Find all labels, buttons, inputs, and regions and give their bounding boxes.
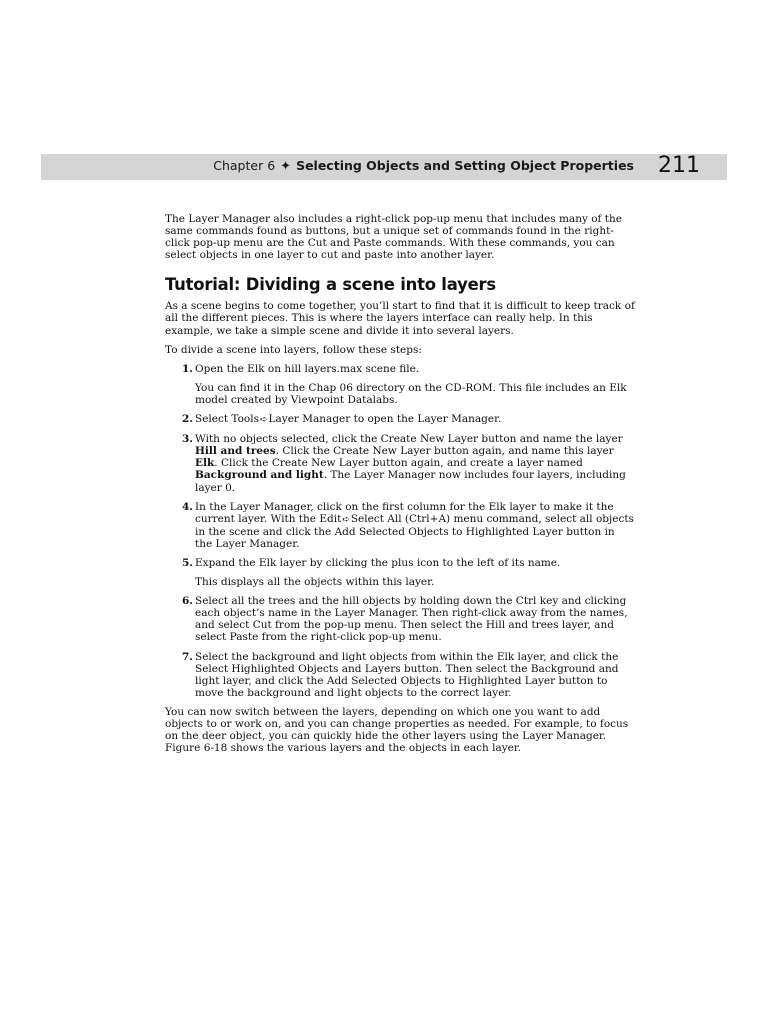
section-heading: Tutorial: Dividing a scene into layers bbox=[165, 275, 496, 295]
step-number: 2. bbox=[182, 413, 193, 426]
chapter-heading bbox=[213, 158, 634, 175]
step-item bbox=[165, 433, 635, 493]
step-number: 3. bbox=[182, 433, 193, 446]
step-item bbox=[165, 363, 635, 406]
step-text-part: Layer Manager to open the Layer Manager. bbox=[268, 413, 502, 426]
step-note: This displays all the objects within this layer. bbox=[195, 576, 435, 589]
chapter-title: Selecting Objects and Setting Object Properties bbox=[296, 158, 634, 173]
step-text-part: Select All (Ctrl+A) menu command, select all objects in the scene and click the Add Selected Objects to Highlighted Layer button in the Layer Manager. bbox=[195, 512, 634, 550]
step-item bbox=[165, 651, 635, 699]
page-body bbox=[165, 213, 635, 754]
step-text: Select all the trees and the hill objects by holding down the Ctrl key and clicking each object’s name in the Layer Manager. Then right-click away from the names, and select Cut from the pop-up menu. Then select the Hill and trees layer, and select Paste from the right-click pop-up menu. bbox=[195, 595, 628, 644]
steps-lead-in: To divide a scene into layers, follow these steps: bbox=[165, 343, 422, 356]
running-header bbox=[41, 154, 727, 180]
layer-name: Elk bbox=[195, 457, 215, 470]
step-text: Open the Elk on hill layers.max scene file. bbox=[195, 362, 420, 375]
step-item bbox=[165, 501, 635, 550]
step-item bbox=[165, 595, 635, 643]
layer-name: Hill and trees bbox=[195, 445, 276, 458]
page-number: 211 bbox=[658, 153, 700, 178]
layer-name: Background and light bbox=[195, 469, 324, 482]
step-number: 1. bbox=[182, 362, 193, 375]
intro-paragraph: The Layer Manager also includes a right-click pop-up menu that includes many of the same commands found as buttons, but a unique set of commands found in the right-click pop-up menu are the Cut and Paste commands. With these commands, you can select objects in one layer to cut and paste into another layer. bbox=[165, 213, 622, 262]
closing-paragraph: You can now switch between the layers, depending on which one you want to add objects to or work on, and you can change properties as needed. For example, to focus on the deer object, you can quickly hide the other layers using the Layer Manager. Figure 6-18 shows the various layers and the objects in each layer. bbox=[165, 705, 629, 755]
step-text: Expand the Elk layer by clicking the plus icon to the left of its name. bbox=[195, 556, 561, 569]
step-text-part: . The Layer Manager now includes four layers, including layer 0. bbox=[195, 469, 626, 494]
section-intro-paragraph: As a scene begins to come together, you’ll start to find that it is difficult to keep track of all the different pieces. This is where the layers interface can really help. In this example, we take a simple scene and divide it into several layers. bbox=[165, 300, 635, 337]
diamond-separator-icon: ✦ bbox=[280, 159, 292, 174]
step-number: 6. bbox=[182, 595, 193, 608]
steps-list bbox=[165, 363, 635, 699]
step-item bbox=[165, 413, 635, 426]
step-number: 7. bbox=[182, 650, 193, 663]
menu-arrow-icon: ➪ bbox=[342, 514, 350, 525]
step-number: 4. bbox=[182, 500, 193, 513]
step-text-part: . Click the Create New Layer button again, and name this layer bbox=[275, 445, 614, 458]
step-note: You can find it in the Chap 06 directory on the CD-ROM. This file includes an Elk model created by Viewpoint Datalabs. bbox=[195, 381, 627, 406]
step-text: Select the background and light objects from within the Elk layer, and click the Select Highlighted Objects and Layers button. Then select the Background and light layer, and click the Add Selected Objects to Highlighted Layer button to move the background and light objects to the correct layer. bbox=[195, 650, 619, 699]
step-text-part: With no objects selected, click the Create New Layer button and name the layer bbox=[195, 433, 623, 446]
step-text-part: Select Tools bbox=[195, 413, 259, 426]
menu-arrow-icon: ➪ bbox=[260, 415, 268, 426]
step-text-part: . Click the Create New Layer button again, and create a layer named bbox=[214, 457, 583, 470]
chapter-label: Chapter 6 bbox=[213, 158, 276, 173]
step-text-part: In the Layer Manager, click on the first column for the Elk layer to make it the current layer. With the Edit bbox=[195, 500, 614, 525]
step-number: 5. bbox=[182, 556, 193, 569]
step-item bbox=[165, 557, 635, 588]
